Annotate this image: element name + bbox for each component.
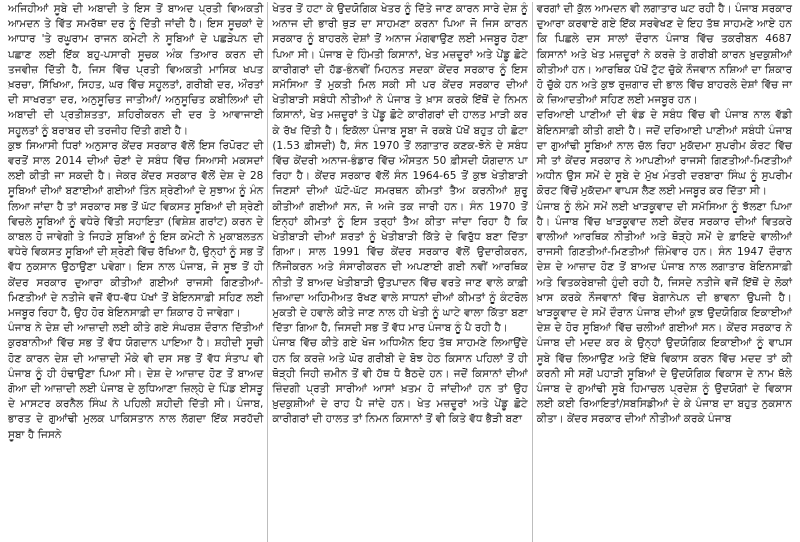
article-column-3	[532, 2, 796, 542]
paragraph: ਕੁਝ ਸਿਆਸੀ ਧਿਰਾਂ ਅਨੁਸਾਰ ਕੇਂਦਰ ਸਰਕਾਰ ਵੱਲੋਂ ਇਸ ਰਿਪੋਰਟ ਦੀ ਵਰਤੋਂ ਸਾਲ 2014 ਦੀਆਂ ਚੋਣਾਂ ਦੇ ਸਬੰਧ ਵਿੱਚ ਸਿਆਸੀ ਮਕਸਦਾਂ ਲਈ ਕੀਤੀ ਜਾ ਸਕਦੀ ਹੈ। ਜੇਕਰ ਕੇਂਦਰ ਸਰਕਾਰ ਵੱਲੋਂ ਦੇਸ਼ ਦੇ 28 ਸੂਬਿਆਂ ਦੀਆਂ ਬਣਾਈਆਂ ਗਈਆਂ ਤਿੰਨ ਸ਼੍ਰੇਣੀਆਂ ਦੇ ਸੁਝਾਅ ਨੂੰ ਮੰਨ ਲਿਆ ਜਾਂਦਾ ਹੈ ਤਾਂ ਸਰਕਾਰ ਸਭ ਤੋਂ ਘੱਟ ਵਿਕਸਤ ਸੂਬਿਆਂ ਦੀ ਸ਼੍ਰੇਣੀ ਵਿਚਲੇ ਸੂਬਿਆਂ ਨੂੰ ਵਧੇਰੇ ਵਿੱਤੀ ਸਹਾਇਤਾ (ਵਿਸ਼ੇਸ਼ ਗਰਾਂਟ) ਕਰਨ ਦੇ ਕਾਬਲ ਹੋ ਜਾਵੇਗੀ ਤੇ ਜਿਹੜੇ ਸੂਬਿਆਂ ਨੂੰ ਇਸ ਕਮੇਟੀ ਨੇ ਮੁਕਾਬਲਤਨ ਵਧੇਰੇ ਵਿਕਸਤ ਸੂਬਿਆਂ ਦੀ ਸ਼੍ਰੇਣੀ ਵਿੱਚ ਰੱਖਿਆ ਹੈ, ਉਨ੍ਹਾਂ ਨੂੰ ਸਭ ਤੋਂ ਵੱਧ ਨੁਕਸਾਨ ਉਠਾਉਣਾ ਪਵੇਗਾ। ਇਸ ਨਾਲ ਪੰਜਾਬ, ਜੋ ਸੂਝ ਤੋਂ ਹੀ ਕੇਂਦਰ ਸਰਕਾਰ ਦੁਆਰਾ ਕੀਤੀਆਂ ਗਈਆਂ ਰਾਜਸੀ ਗਿਣਤੀਆਂ-ਮਿਣਤੀਆਂ ਦੇ ਨਤੀਜੇ ਵਜੋਂ ਵੱਧ-ਵੱਧ ਪੱਖਾਂ ਤੋਂ ਬੇਇਨਸਾਫ਼ੀ ਸਹਿਣ ਲਈ ਮਜਬੂਰ ਰਿਹਾ ਹੈ, ਉਹ ਹੋਰ ਬੇਇਨਸਾਫ਼ੀ ਦਾ ਸ਼ਿਕਾਰ ਹੋ ਜਾਵੇਗਾ।	[8, 139, 264, 320]
paragraph: ਵਰਗਾਂ ਦੀ ਕੁੱਲ ਆਮਦਨ ਵੀ ਲਗਾਤਾਰ ਘਟ ਰਹੀ ਹੈ। ਪੰਜਾਬ ਸਰਕਾਰ ਦੁਆਰਾ ਕਰਵਾਏ ਗਏ ਇੱਕ ਸਰਵੇਖਣ ਦੇ ਇਹ ਤੱਥ ਸਾਹਮਣੇ ਆਏ ਹਨ ਕਿ ਪਿਛਲੇ ਦਸ ਸਾਲਾਂ ਦੌਰਾਨ ਪੰਜਾਬ ਵਿੱਚ ਤਕਰੀਬਨ 4687 ਕਿਸਾਨਾਂ ਅਤੇ ਖੇਤ ਮਜ਼ਦੂਰਾਂ ਨੇ ਕਰਜ਼ੇ ਤੇ ਗਰੀਬੀ ਕਾਰਨ ਖ਼ੁਦਕੁਸ਼ੀਆਂ ਕੀਤੀਆਂ ਹਨ। ਆਰਥਿਕ ਪੱਖੋਂ ਟੁੱਟ ਚੁੱਕੇ ਨੌਜਵਾਨ ਨਸ਼ਿਆਂ ਦਾ ਸ਼ਿਕਾਰ ਹੋ ਚੁੱਕੇ ਹਨ ਅਤੇ ਕੁਝ ਰੁਜ਼ਗਾਰ ਦੀ ਭਾਲ ਵਿੱਚ ਬਾਹਰਲੇ ਦੇਸ਼ਾਂ ਵਿੱਚ ਜਾ ਕੇ ਜ਼ਿਆਦਤੀਆਂ ਸਹਿਣ ਲਈ ਮਜਬੂਰ ਹਨ।	[536, 3, 792, 107]
paragraph: ਖੇਤਰ ਤੋਂ ਹਟਾ ਕੇ ਉਦਯੋਗਿਕ ਖੇਤਰ ਨੂੰ ਦਿੱਤੇ ਜਾਣ ਕਾਰਨ ਸਾਰੇ ਦੇਸ਼ ਨੂੰ ਅਨਾਜ ਦੀ ਭਾਰੀ ਥੁੜ ਦਾ ਸਾਹਮਣਾ ਕਰਨਾ ਪਿਆ ਜੋ ਜਿਸ ਕਾਰਨ ਸਰਕਾਰ ਨੂੰ ਬਾਹਰਲੇ ਦੇਸ਼ਾਂ ਤੋਂ ਅਨਾਜ ਮੰਗਵਾਉਣ ਲਈ ਮਜਬੂਰ ਹੋਣਾ ਪਿਆ ਸੀ। ਪੰਜਾਬ ਦੇ ਹਿੰਮਤੀ ਕਿਸਾਨਾਂ, ਖੇਤ ਮਜ਼ਦੂਰਾਂ ਅਤੇ ਪੇਂਡੂ ਛੋਟੇ ਕਾਰੀਗਰਾਂ ਦੀ ਹੱਡ-ਭੰਨਵੀਂ ਮਿਹਨਤ ਸਦਕਾ ਕੇਂਦਰ ਸਰਕਾਰ ਨੂੰ ਇਸ ਸਮੱਸਿਆ ਤੋਂ ਮੁਕਤੀ ਮਿਲ ਸਕੀ ਸੀ ਪਰ ਕੇਂਦਰ ਸਰਕਾਰ ਦੀਆਂ ਖੇਤੀਬਾੜੀ ਸਬੰਧੀ ਨੀਤੀਆਂ ਨੇ ਪੰਜਾਬ ਤੇ ਖ਼ਾਸ ਕਰਕੇ ਇੱਥੋਂ ਦੇ ਨਿਮਨ ਕਿਸਾਨਾਂ, ਖੇਤ ਮਜ਼ਦੂਰਾਂ ਤੇ ਪੇਂਡੂ ਛੋਟੇ ਕਾਰੀਗਰਾਂ ਦੀ ਹਾਲਤ ਮਾੜੀ ਕਰ ਕੇ ਰੱਖ ਦਿੱਤੀ ਹੈ। ਇਕੱਲਾ ਪੰਜਾਬ ਸੂਬਾ ਜੋ ਰਕਬੇ ਪੱਖੋਂ ਬਹੁਤ ਹੀ ਛੋਟਾ (1.53 ਫ਼ੀਸਦੀ) ਹੈ, ਸੰਨ 1970 ਤੋਂ ਲਗਾਤਾਰ ਕਣਕ-ਝੋਨੇ ਦੇ ਸਬੰਧ ਵਿੱਚ ਕੇਂਦਰੀ ਅਨਾਜ-ਭੰਡਾਰ ਵਿੱਚ ਔਸਤਨ 50 ਫ਼ੀਸਦੀ ਯੋਗਦਾਨ ਪਾ ਰਿਹਾ ਹੈ। ਕੇਂਦਰ ਸਰਕਾਰ ਵੱਲੋਂ ਸੰਨ 1964-65 ਤੋਂ ਕੁਝ ਖੇਤੀਬਾੜੀ ਜਿਣਸਾਂ ਦੀਆਂ ਘੱਟੋ-ਘੱਟ ਸਮਰਥਨ ਕੀਮਤਾਂ ਤੈਅ ਕਰਨੀਆਂ ਸ਼ੁਰੂ ਕੀਤੀਆਂ ਗਈਆਂ ਸਨ, ਜੋ ਅਜੇ ਤਕ ਜਾਰੀ ਹਨ। ਸੰਨ 1970 ਤੋਂ ਇਨ੍ਹਾਂ ਕੀਮਤਾਂ ਨੂੰ ਇਸ ਤਰ੍ਹਾਂ ਤੈਅ ਕੀਤਾ ਜਾਂਦਾ ਰਿਹਾ ਹੈ ਕਿ ਖੇਤੀਬਾੜੀ ਦੀਆਂ ਸ਼ਰਤਾਂ ਨੂੰ ਖੇਤੀਬਾੜੀ ਕਿੱਤੇ ਦੇ ਵਿਰੁੱਧ ਬਣਾ ਦਿੱਤਾ ਗਿਆ। ਸਾਲ 1991 ਵਿੱਚ ਕੇਂਦਰ ਸਰਕਾਰ ਵੱਲੋਂ ਉਦਾਰੀਕਰਨ, ਨਿੱਜੀਕਰਨ ਅਤੇ ਸੰਸਾਰੀਕਰਨ ਦੀ ਅਪਣਾਈ ਗਈ ਨਵੀਂ ਆਰਥਿਕ ਨੀਤੀ ਤੋਂ ਬਾਅਦ ਖੇਤੀਬਾੜੀ ਉਤਪਾਦਨ ਵਿੱਚ ਵਰਤੇ ਜਾਣ ਵਾਲੇ ਕਾਫ਼ੀ ਜ਼ਿਆਦਾ ਅਹਿਮੀਅਤ ਰੱਖਣ ਵਾਲੇ ਸਾਧਨਾਂ ਦੀਆਂ ਕੀਮਤਾਂ ਨੂੰ ਕੰਟਰੋਲ ਮੁਕਤੀ ਦੇ ਹਵਾਲੇ ਕੀਤੇ ਜਾਣ ਨਾਲ ਹੀ ਖੇਤੀ ਨੂੰ ਘਾਟੇ ਵਾਲਾ ਕਿੱਤਾ ਬਣਾ ਦਿੱਤਾ ਗਿਆ ਹੈ, ਜਿਸਦੀ ਸਭ ਤੋਂ ਵੱਧ ਮਾਰ ਪੰਜਾਬ ਨੂੰ ਪੈ ਰਹੀ ਹੈ।	[272, 3, 528, 335]
paragraph: ਅਜਿਹੀਆਂ ਸੂਬੇ ਦੀ ਅਬਾਦੀ ਤੇ ਇਸ ਤੋਂ ਬਾਅਦ ਪ੍ਰਤੀ ਵਿਅਕਤੀ ਆਮਦਨ ਤੇ ਵਿੱਤ ਸਮਰੱਥਾ ਦਰ ਨੂੰ ਦਿੱਤੀ ਜਾਂਦੀ ਹੈ। ਇਸ ਸੂਚਕਾਂ ਦੇ ਆਧਾਰ 'ਤੇ ਰਘੂਰਾਮ ਰਾਜਨ ਕਮੇਟੀ ਨੇ ਸੂਬਿਆਂ ਦੇ ਪਛੜੇਪਨ ਦੀ ਪਛਾਣ ਲਈ ਇੱਕ ਬਹੁ-ਪਸਾਰੀ ਸੂਚਕ ਅੰਕ ਤਿਆਰ ਕਰਨ ਦੀ ਤਜਵੀਜ਼ ਦਿੱਤੀ ਹੈ, ਜਿਸ ਵਿੱਚ ਪ੍ਰਤੀ ਵਿਅਕਤੀ ਮਾਸਿਕ ਖਪਤ ਖ਼ਰਚਾ, ਸਿੱਖਿਆ, ਸਿਹਤ, ਘਰ ਵਿੱਚ ਸਹੂਲਤਾਂ, ਗਰੀਬੀ ਦਰ, ਔਰਤਾਂ ਦੀ ਸਾਖਰਤਾ ਦਰ, ਅਨੁਸੂਚਿਤ ਜਾਤੀਆਂ/ ਅਨੁਸੂਚਿਤ ਕਬੀਲਿਆਂ ਦੀ ਅਬਾਦੀ ਦੀ ਪ੍ਰਤੀਸ਼ਤਤਾ, ਸ਼ਹਿਰੀਕਰਨ ਦੀ ਦਰ ਤੇ ਆਵਾਜਾਈ ਸਹੂਲਤਾਂ ਨੂੰ ਬਰਾਬਰ ਦੀ ਤਰਜੀਹ ਦਿੱਤੀ ਗਈ ਹੈ।	[8, 3, 264, 137]
article-column-2	[267, 2, 531, 542]
paragraph: ਪੰਜਾਬ ਨੂੰ ਲੰਮੇ ਸਮੇਂ ਲਈ ਖਾੜਕੂਵਾਦ ਦੀ ਸਮੱਸਿਆ ਨੂੰ ਝੱਲਣਾ ਪਿਆ ਹੈ। ਪੰਜਾਬ ਵਿੱਚ ਖਾੜਕੂਵਾਦ ਲਈ ਕੇਂਦਰ ਸਰਕਾਰ ਦੀਆਂ ਵਿਤਕਰੇ ਵਾਲੀਆਂ ਆਰਥਿਕ ਨੀਤੀਆਂ ਅਤੇ ਥੋੜ੍ਹੇ ਸਮੇਂ ਦੇ ਫ਼ਾਇਦੇ ਵਾਲੀਆਂ ਰਾਜਸੀ ਗਿਣਤੀਆਂ-ਮਿਣਤੀਆਂ ਜ਼ਿੰਮੇਵਾਰ ਹਨ। ਸੰਨ 1947 ਦੌਰਾਨ ਦੇਸ਼ ਦੇ ਆਜ਼ਾਦ ਹੋਣ ਤੋਂ ਬਾਅਦ ਪੰਜਾਬ ਨਾਲ ਲਗਾਤਾਰ ਬੇਇਨਸਾਫ਼ੀ ਅਤੇ ਵਿਤਕਰੇਬਾਜ਼ੀ ਹੁੰਦੀ ਰਹੀ ਹੈ, ਜਿਸਦੇ ਨਤੀਜੇ ਵਜੋਂ ਇੱਥੋਂ ਦੇ ਲੋਕਾਂ ਖ਼ਾਸ ਕਰਕੇ ਨੌਜਵਾਨਾਂ ਵਿੱਚ ਬੇਗਾਨੇਪਨ ਦੀ ਭਾਵਨਾ ਉਪਜੀ ਹੈ। ਖਾੜਕੂਵਾਦ ਦੇ ਸਮੇਂ ਦੌਰਾਨ ਪੰਜਾਬ ਦੀਆਂ ਕੁਝ ਉਦਯੋਗਿਕ ਇਕਾਈਆਂ ਦੇਸ਼ ਦੇ ਹੋਰ ਸੂਬਿਆਂ ਵਿੱਚ ਚਲੀਆਂ ਗਈਆਂ ਸਨ। ਕੇਂਦਰ ਸਰਕਾਰ ਨੇ ਪੰਜਾਬ ਦੀ ਮਦਦ ਕਰ ਕੇ ਉਨ੍ਹਾਂ ਉਦਯੋਗਿਕ ਇਕਾਈਆਂ ਨੂੰ ਵਾਪਸ ਸੂਬੇ ਵਿੱਚ ਲਿਆਉਣ ਅਤੇ ਇੱਥੇ ਵਿਕਾਸ ਕਰਨ ਵਿੱਚ ਮਦਦ ਤਾਂ ਕੀ ਕਰਨੀ ਸੀ ਸਗੋਂ ਪਹਾੜੀ ਸੂਬਿਆਂ ਦੇ ਉਦਯੋਗਿਕ ਵਿਕਾਸ ਦੇ ਨਾਮ ਥੱਲੇ ਪੰਜਾਬ ਦੇ ਗੁਆਂਢੀ ਸੂਬੇ ਹਿਮਾਚਲ ਪ੍ਰਦੇਸ਼ ਨੂੰ ਉਦਯੋਗਾਂ ਦੇ ਵਿਕਾਸ ਲਈ ਕਈ ਰਿਆਇਤਾਂ/ਸਬਸਿਡੀਆਂ ਦੇ ਕੇ ਪੰਜਾਬ ਦਾ ਬਹੁਤ ਨੁਕਸਾਨ ਕੀਤਾ। ਕੇਂਦਰ ਸਰਕਾਰ ਦੀਆਂ ਨੀਤੀਆਂ ਕਰਕੇ ਪੰਜਾਬ	[536, 200, 792, 426]
paragraph: ਪੰਜਾਬ ਵਿੱਚ ਕੀਤੇ ਗਏ ਖੋਜ ਅਧਿਐਨ ਇਹ ਤੱਥ ਸਾਹਮਣੇ ਲਿਆਉਂਦੇ ਹਨ ਕਿ ਕਰਜ਼ੇ ਅਤੇ ਘੋਰ ਗਰੀਬੀ ਦੇ ਬੋਝ ਹੇਠ ਕਿਸਾਨ ਪਹਿਲਾਂ ਤੋਂ ਹੀ ਥੋੜ੍ਹੀ ਜਿਹੀ ਜ਼ਮੀਨ ਤੋਂ ਵੀ ਹੱਥ ਧੋ ਬੈਠਦੇ ਹਨ। ਜਦੋਂ ਕਿਸਾਨਾਂ ਦੀਆਂ ਜ਼ਿੰਦਗੀ ਪ੍ਰਤੀ ਸਾਰੀਆਂ ਆਸਾਂ ਖ਼ਤਮ ਹੋ ਜਾਂਦੀਆਂ ਹਨ ਤਾਂ ਉਹ ਖ਼ੁਦਕੁਸ਼ੀਆਂ ਦੇ ਰਾਹ ਪੈ ਜਾਂਦੇ ਹਨ। ਖੇਤ ਮਜ਼ਦੂਰਾਂ ਅਤੇ ਪੇਂਡੂ ਛੋਟੇ ਕਾਰੀਗਰਾਂ ਦੀ ਹਾਲਤ ਤਾਂ ਨਿਮਨ ਕਿਸਾਨਾਂ ਤੋਂ ਵੀ ਕਿਤੇ ਵੱਧ ਭੈੜੀ ਬਣਾ	[272, 337, 528, 426]
article-column-1	[4, 2, 267, 542]
paragraph: ਦਰਿਆਈ ਪਾਣੀਆਂ ਦੀ ਵੰਡ ਦੇ ਸਬੰਧ ਵਿੱਚ ਵੀ ਪੰਜਾਬ ਨਾਲ ਵੱਡੀ ਬੇਇਨਸਾਫ਼ੀ ਕੀਤੀ ਗਈ ਹੈ। ਜਦੋਂ ਦਰਿਆਈ ਪਾਣੀਆਂ ਸਬੰਧੀ ਪੰਜਾਬ ਦਾ ਗੁਆਂਢੀ ਸੂਬਿਆਂ ਨਾਲ ਚੱਲ ਰਿਹਾ ਮੁਕੱਦਮਾ ਸੁਪਰੀਮ ਕੋਰਟ ਵਿੱਚ ਸੀ ਤਾਂ ਕੇਂਦਰ ਸਰਕਾਰ ਨੇ ਆਪਣੀਆਂ ਰਾਜਸੀ ਗਿਣਤੀਆਂ-ਮਿਣਤੀਆਂ ਅਧੀਨ ਉਸ ਸਮੇਂ ਦੇ ਸੂਬੇ ਦੇ ਮੁੱਖ ਮੰਤਰੀ ਦਰਬਾਰਾ ਸਿੰਘ ਨੂੰ ਸੁਪਰੀਮ ਕੋਰਟ ਵਿੱਚੋਂ ਮੁਕੱਦਮਾ ਵਾਪਸ ਲੈਣ ਲਈ ਮਜਬੂਰ ਕਰ ਦਿੱਤਾ ਸੀ।	[536, 109, 792, 198]
paragraph: ਪੰਜਾਬ ਨੇ ਦੇਸ਼ ਦੀ ਆਜ਼ਾਦੀ ਲਈ ਕੀਤੇ ਗਏ ਸੰਘਰਸ਼ ਦੌਰਾਨ ਦਿੱਤੀਆਂ ਕੁਰਬਾਨੀਆਂ ਵਿੱਚ ਸਭ ਤੋਂ ਵੱਧ ਯੋਗਦਾਨ ਪਾਇਆ ਹੈ। ਸ਼ਹੀਦੀ ਸੂਚੀ ਹੋਣ ਕਾਰਨ ਦੇਸ਼ ਦੀ ਆਜ਼ਾਦੀ ਮੌਕੇ ਵੀ ਦਸ ਸਭ ਤੋਂ ਵੱਧ ਸੰਤਾਪ ਵੀ ਪੰਜਾਬ ਨੂੰ ਹੀ ਹੰਢਾਉਣਾ ਪਿਆ ਸੀ। ਦੇਸ਼ ਦੇ ਆਜ਼ਾਦ ਹੋਣ ਤੋਂ ਬਾਅਦ ਗੋਆ ਦੀ ਆਜ਼ਾਦੀ ਲਈ ਪੰਜਾਬ ਦੇ ਲੁਧਿਆਣਾ ਜ਼ਿਲ੍ਹੇ ਦੇ ਪਿੰਡ ਈਸੜੂ ਦੇ ਮਾਸਟਰ ਕਰਨੈਲ ਸਿੰਘ ਨੇ ਪਹਿਲੀ ਸ਼ਹੀਦੀ ਦਿੱਤੀ ਸੀ। ਪੰਜਾਬ, ਭਾਰਤ ਦੇ ਗੁਆਂਢੀ ਮੁਲਕ ਪਾਕਿਸਤਾਨ ਨਾਲ ਲੱਗਦਾ ਇੱਕ ਸਰਹੱਦੀ ਸੂਬਾ ਹੈ ਜਿਸਨੇ	[8, 322, 264, 441]
